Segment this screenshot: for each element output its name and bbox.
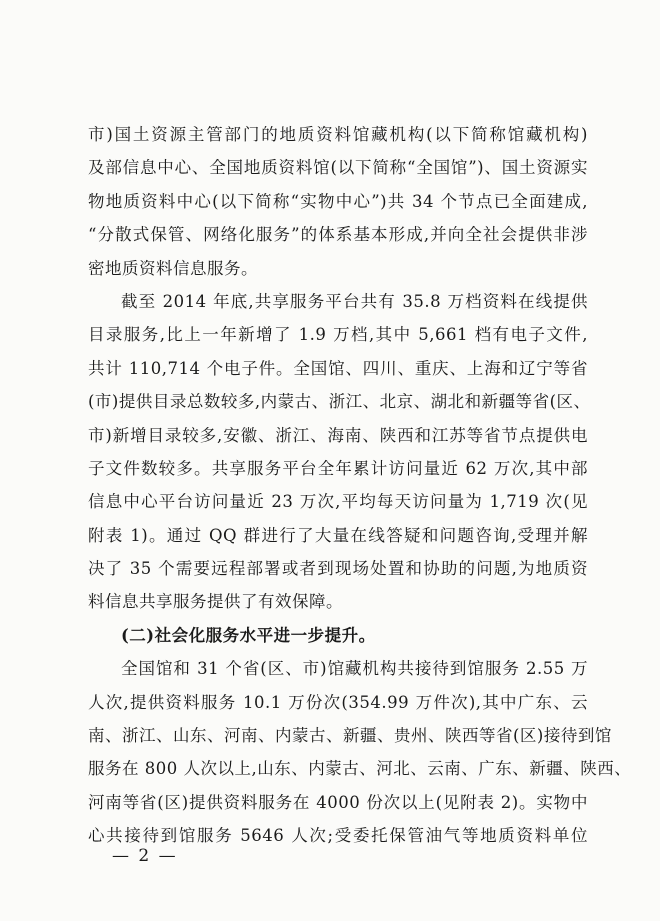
- text-line: 南、浙江、山东、河南、内蒙古、新疆、贵州、陕西等省(区)接待到馆: [88, 726, 612, 746]
- text-line: 心共接待到馆服务 5646 人次;受委托保管油气等地质资料单位: [88, 826, 588, 846]
- section-heading: (二)社会化服务水平进一步提升。: [121, 625, 376, 645]
- page-number: — 2 —: [112, 846, 178, 866]
- text-line: 共计 110,714 个电子件。全国馆、四川、重庆、上海和辽宁等省: [88, 358, 588, 378]
- text-line: 信息中心平台访问量近 23 万次,平均每天访问量为 1,719 次(见: [88, 492, 588, 512]
- text-line: “分散式保管、网络化服务”的体系基本形成,并向全社会提供非涉: [88, 225, 588, 245]
- text-line: 子文件数较多。共享服务平台全年累计访问量近 62 万次,其中部: [88, 458, 588, 478]
- text-line: 市)国土资源主管部门的地质资料馆藏机构(以下简称馆藏机构): [88, 125, 588, 144]
- text-line: 人次,提供资料服务 10.1 万份次(354.99 万件次),其中广东、云: [88, 692, 588, 712]
- text-line: 密地质资料信息服务。: [88, 258, 258, 278]
- text-line: 服务在 800 人次以上,山东、内蒙古、河北、云南、广东、新疆、陕西、: [88, 759, 632, 779]
- paragraph-start-line: 截至 2014 年底,共享服务平台共有 35.8 万档资料在线提供: [121, 291, 588, 311]
- text-line: 及部信息中心、全国地质资料馆(以下简称“全国馆”)、国土资源实: [88, 158, 588, 178]
- text-line: 物地质资料中心(以下简称“实物中心”)共 34 个节点已全面建成,: [88, 191, 588, 211]
- text-line: 河南等省(区)提供资料服务在 4000 份次以上(见附表 2)。实物中: [88, 792, 588, 812]
- text-line: (市)提供目录总数较多,内蒙古、浙江、北京、湖北和新疆等省(区、: [88, 392, 591, 412]
- text-line: 料信息共享服务提供了有效保障。: [88, 592, 343, 612]
- paragraph-start-line: 全国馆和 31 个省(区、市)馆藏机构共接待到馆服务 2.55 万: [121, 659, 588, 679]
- text-line: 附表 1)。通过 QQ 群进行了大量在线答疑和问题咨询,受理并解: [88, 525, 588, 545]
- text-line: 目录服务,比上一年新增了 1.9 万档,其中 5,661 档有电子文件,: [88, 325, 588, 345]
- text-line: 决了 35 个需要远程部署或者到现场处置和协助的问题,为地质资: [88, 559, 588, 579]
- text-line: 市)新增目录较多,安徽、浙江、海南、陕西和江苏等省节点提供电: [88, 425, 588, 445]
- body-text: [88, 118, 632, 853]
